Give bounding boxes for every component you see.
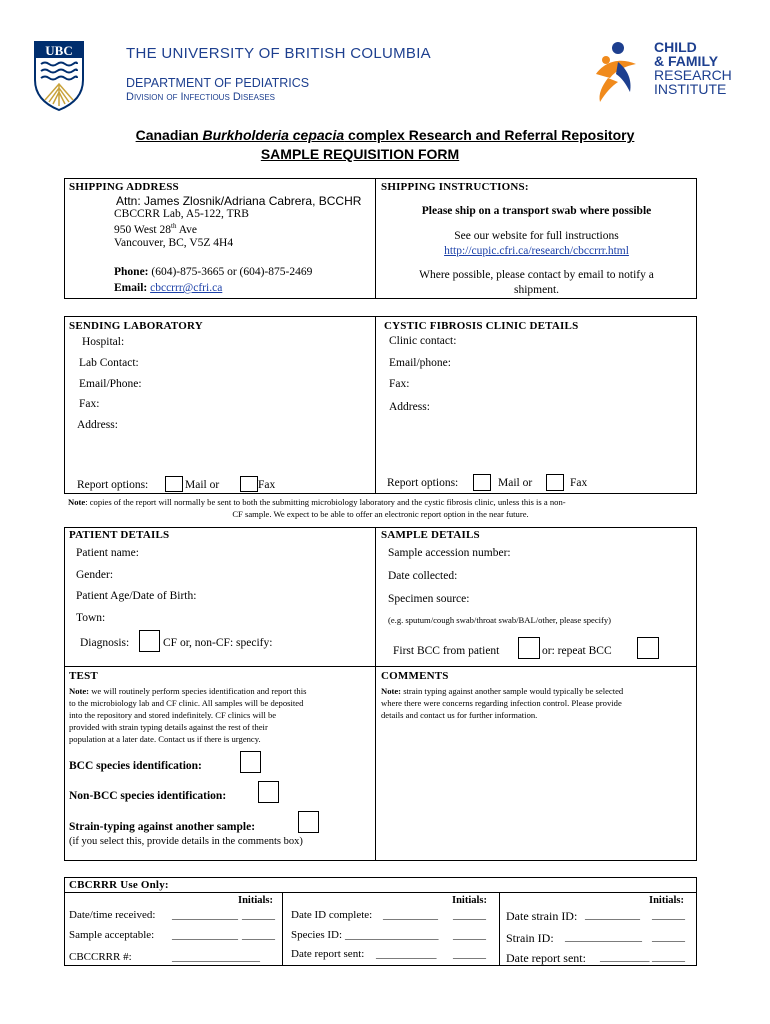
col3-initials: Initials: (649, 895, 685, 906)
shipping-email: Email: cbccrrr@cfri.ca (114, 282, 223, 294)
patient-age-label: Patient Age/Date of Birth: (76, 590, 197, 602)
col1-initials: Initials: (238, 895, 274, 906)
test-note: Note: we will routinely perform species identification and report this to the microbiology lab and CF clinic. All samples will be deposited into the repository and stored indefinitely. CF clinics will be provided with strain typing details against the rest of their population at a later date. Contact us if there is urgency. (69, 686, 307, 744)
note-text-2: CF sample. We expect to be able to offer an electronic report option in the near future. (232, 509, 529, 519)
use-initials-blank[interactable]: ______ (652, 931, 685, 943)
cf-clinic-heading: CYSTIC FIBROSIS CLINIC DETAILS (384, 320, 579, 332)
cfri-line-4: INSTITUTE (654, 81, 727, 97)
strain-typing-checkbox[interactable] (298, 811, 319, 833)
use-row: Sample acceptable: (69, 929, 155, 941)
clinic-fax-option: Fax (570, 477, 588, 489)
use-only-heading: CBCRRR Use Only: (69, 879, 169, 891)
diagnosis-label: Diagnosis: (80, 637, 130, 649)
division-name: Division of Infectious Diseases (126, 91, 276, 103)
shipping-address-heading: SHIPPING ADDRESS (69, 181, 179, 193)
patient-heading: PATIENT DETAILS (69, 529, 170, 541)
lab-fax-label: Fax: (79, 398, 100, 410)
use-initials-blank[interactable]: ______ (453, 948, 486, 960)
strain-typing-note: (if you select this, provide details in the comments box) (69, 836, 303, 847)
comments-field[interactable] (377, 720, 695, 858)
test-heading: TEST (69, 670, 98, 682)
clinic-fax-checkbox[interactable] (546, 474, 564, 491)
website-link[interactable]: http://cupic.cfri.ca/research/cbccrrr.html (444, 245, 629, 257)
use-blank[interactable]: ______________ (565, 931, 642, 943)
cfri-line-2: & FAMILY (654, 53, 719, 69)
lab-email-label: Email/Phone: (79, 378, 142, 390)
cfri-line-3: RESEARCH (654, 67, 732, 83)
shipping-instr-3: Where possible, please contact by email to notify a (419, 269, 654, 281)
col2-initials: Initials: (452, 895, 488, 906)
clinic-address-label: Address: (389, 401, 430, 413)
shipping-line-3: Vancouver, BC, V5Z 4H4 (114, 237, 234, 249)
non-bcc-species-checkbox[interactable] (258, 781, 279, 803)
use-row: Date strain ID: (506, 909, 578, 923)
use-initials-blank[interactable]: ______ (453, 929, 486, 941)
clinic-report-options: Report options: (387, 477, 459, 489)
cfri-figure-icon (588, 40, 648, 104)
shipping-instr-1: Please ship on a transport swab where possible (421, 205, 652, 217)
use-blank[interactable]: ________________ (172, 951, 260, 963)
comments-heading: COMMENTS (381, 670, 449, 682)
email-link[interactable]: cbccrrr@cfri.ca (150, 282, 223, 294)
repeat-bcc-checkbox[interactable] (637, 637, 659, 659)
shipping-instr-2: See our website for full instructions (454, 230, 619, 242)
ubc-logo-text: UBC (45, 43, 73, 58)
date-collected-label: Date collected: (388, 570, 458, 582)
patient-gender-label: Gender: (76, 569, 114, 581)
sending-lab-heading: SENDING LABORATORY (69, 320, 203, 332)
cfri-logo-text (654, 40, 732, 96)
clinic-fax-label: Fax: (389, 378, 410, 390)
use-initials-blank[interactable]: ______ (652, 909, 685, 921)
note-text-1: : copies of the report will normally be sent to both the submitting microbiology laboratory and the cystic fibrosis clinic, unless this is a non- (85, 497, 566, 507)
clinic-mail-checkbox[interactable] (473, 474, 491, 491)
shipping-phone: Phone: (604)-875-3665 or (604)-875-2469 (114, 266, 313, 278)
shipping-line-2: 950 West 28th Ave (114, 222, 198, 236)
title-pre: Canadian (135, 127, 203, 143)
repeat-bcc-label: or: repeat BCC (542, 645, 612, 657)
sample-accession-label: Sample accession number: (388, 547, 511, 559)
use-initials-blank[interactable]: ______ (242, 929, 275, 941)
title-italic: Burkholderia cepacia (202, 127, 345, 143)
shipping-instr-4: shipment. (513, 284, 560, 296)
use-blank[interactable]: __________ (383, 909, 438, 921)
non-bcc-species-label: Non-BCC species identification: (69, 790, 227, 802)
university-name: THE UNIVERSITY OF BRITISH COLUMBIA (126, 45, 431, 62)
use-row: Species ID: (291, 929, 343, 941)
use-blank[interactable]: _________ (600, 951, 650, 963)
use-row: Date/time received: (69, 909, 156, 921)
use-row: CBCCRRR #: (69, 951, 132, 963)
form-title (0, 127, 770, 143)
use-initials-blank[interactable]: ______ (453, 909, 486, 921)
specimen-source-label: Specimen source: (388, 593, 470, 605)
use-blank[interactable]: _________________ (345, 929, 439, 941)
use-row: Date report sent: (291, 948, 365, 960)
lab-report-options: Report options: (77, 479, 149, 491)
report-note (68, 496, 702, 508)
ubc-crest-logo (33, 40, 85, 112)
lab-fax-checkbox[interactable] (240, 476, 258, 492)
diagnosis-cf-checkbox[interactable] (139, 630, 160, 652)
note-label: Note (68, 497, 86, 507)
first-bcc-label: First BCC from patient (393, 645, 500, 657)
form-subtitle: SAMPLE REQUISITION FORM (260, 146, 460, 162)
clinic-mail-label: Mail or (498, 477, 533, 489)
shipping-attn: Attn: James Zlosnik/Adriana Cabrera, BCCHR (116, 194, 362, 208)
shipping-line-1: CBCCRR Lab, A5-122, TRB (114, 208, 249, 220)
use-initials-blank[interactable]: ______ (652, 951, 685, 963)
title-post: complex Research and Referral Repository (344, 127, 635, 143)
specimen-example: (e.g. sputum/cough swab/throat swab/BAL/other, please specify) (388, 615, 612, 625)
lab-mail-label: Mail or (185, 479, 220, 491)
first-bcc-checkbox[interactable] (518, 637, 540, 659)
use-row: Date report sent: (506, 951, 586, 965)
diagnosis-cf-label: CF or, non-CF: specify: (163, 637, 273, 649)
patient-town-label: Town: (76, 612, 106, 624)
patient-name-label: Patient name: (76, 547, 139, 559)
use-initials-blank[interactable]: ______ (242, 909, 275, 921)
shipping-instructions-heading: SHIPPING INSTRUCTIONS: (381, 181, 529, 193)
bcc-species-label: BCC species identification: (69, 760, 202, 772)
clinic-contact-label: Clinic contact: (389, 335, 457, 347)
use-blank[interactable]: __________ (585, 909, 640, 921)
bcc-species-checkbox[interactable] (240, 751, 261, 773)
lab-fax-option: Fax (258, 479, 276, 491)
lab-contact-label: Lab Contact: (79, 357, 139, 369)
use-blank[interactable]: ___________ (376, 948, 437, 960)
comments-note: Note: strain typing against another sample would typically be selected where there were concerns regarding infection control. Please provide details and contact us for further information. (381, 686, 624, 720)
website-link-row (376, 245, 697, 257)
lab-hospital-label: Hospital: (82, 336, 125, 348)
strain-typing-label: Strain-typing against another sample: (69, 821, 256, 833)
lab-clinic-box (64, 316, 697, 494)
cfri-line-1: CHILD (654, 39, 697, 55)
clinic-email-label: Email/phone: (389, 357, 451, 369)
use-row: Strain ID: (506, 931, 554, 945)
sample-heading: SAMPLE DETAILS (381, 529, 480, 541)
department-name: DEPARTMENT OF PEDIATRICS (126, 76, 310, 90)
use-blank[interactable]: ____________ (172, 909, 238, 921)
use-row: Date ID complete: (291, 909, 373, 921)
use-blank[interactable]: ____________ (172, 929, 238, 941)
lab-mail-checkbox[interactable] (165, 476, 183, 492)
lab-address-label: Address: (77, 419, 118, 431)
